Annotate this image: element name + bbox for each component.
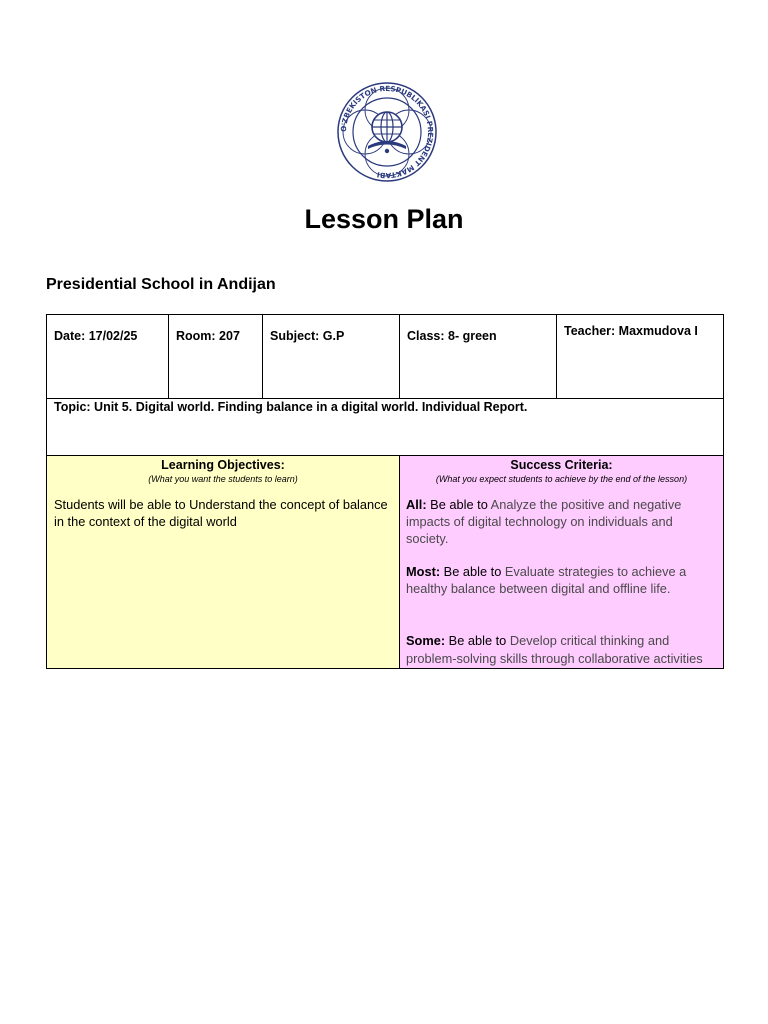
success-criteria-subheading: (What you expect students to achieve by the end of the lesson) — [435, 474, 688, 484]
date-cell — [47, 315, 169, 399]
criteria-all-lead: Be able to — [426, 497, 491, 512]
criteria-most — [400, 547, 723, 597]
school-seal-logo — [332, 80, 442, 184]
criteria-some-label: Some: — [406, 633, 446, 648]
seal-ring-text: O'ZBEKISTON RESPUBLIKASI PREZIDENT MAKTABI — [338, 83, 436, 181]
topic-text: Topic: Unit 5. Digital world. Finding balance in a digital world. Individual Report. — [54, 400, 528, 414]
criteria-all-text: Analyze the positive and negative impacts of digital technology on individuals and society. — [406, 497, 682, 546]
success-criteria-cell — [400, 456, 724, 669]
teacher-cell — [557, 315, 724, 399]
lesson-plan-table — [46, 314, 724, 669]
page-title: Lesson Plan — [304, 204, 464, 234]
topic-row — [47, 399, 724, 456]
room-value: Room: 207 — [176, 329, 240, 343]
success-criteria-heading: Success Criteria: — [510, 458, 613, 472]
criteria-some-text: Develop critical thinking and problem-solving skills through collaborative activities — [406, 633, 703, 666]
learning-objectives-heading: Learning Objectives: — [161, 458, 285, 472]
topic-cell — [47, 399, 724, 456]
criteria-most-label: Most: — [406, 564, 441, 579]
criteria-all-label: All: — [406, 497, 427, 512]
seal-graphic — [332, 80, 442, 184]
teacher-value: Teacher: Maxmudova I — [564, 324, 698, 338]
subject-value: Subject: G.P — [270, 329, 345, 343]
school-name: Presidential School in Andijan — [46, 276, 276, 293]
learning-objectives-subheading: (What you want the students to learn) — [148, 474, 298, 484]
criteria-most-text: Evaluate strategies to achieve a healthy balance between digital and offline life. — [406, 564, 687, 596]
subject-cell — [263, 315, 400, 399]
criteria-some-lead: Be able to — [445, 633, 510, 648]
objectives-row — [47, 456, 724, 669]
class-cell — [400, 315, 557, 399]
criteria-some — [400, 597, 723, 668]
date-value: Date: 17/02/25 — [54, 329, 138, 343]
class-value: Class: 8- green — [407, 329, 497, 343]
criteria-most-lead: Be able to — [440, 564, 505, 579]
learning-objectives-text: Students will be able to Understand the concept of balance in the context of the digital world — [54, 497, 388, 529]
learning-objectives-cell — [47, 456, 400, 669]
header-row — [47, 315, 724, 399]
criteria-all — [400, 484, 723, 547]
room-cell — [169, 315, 263, 399]
